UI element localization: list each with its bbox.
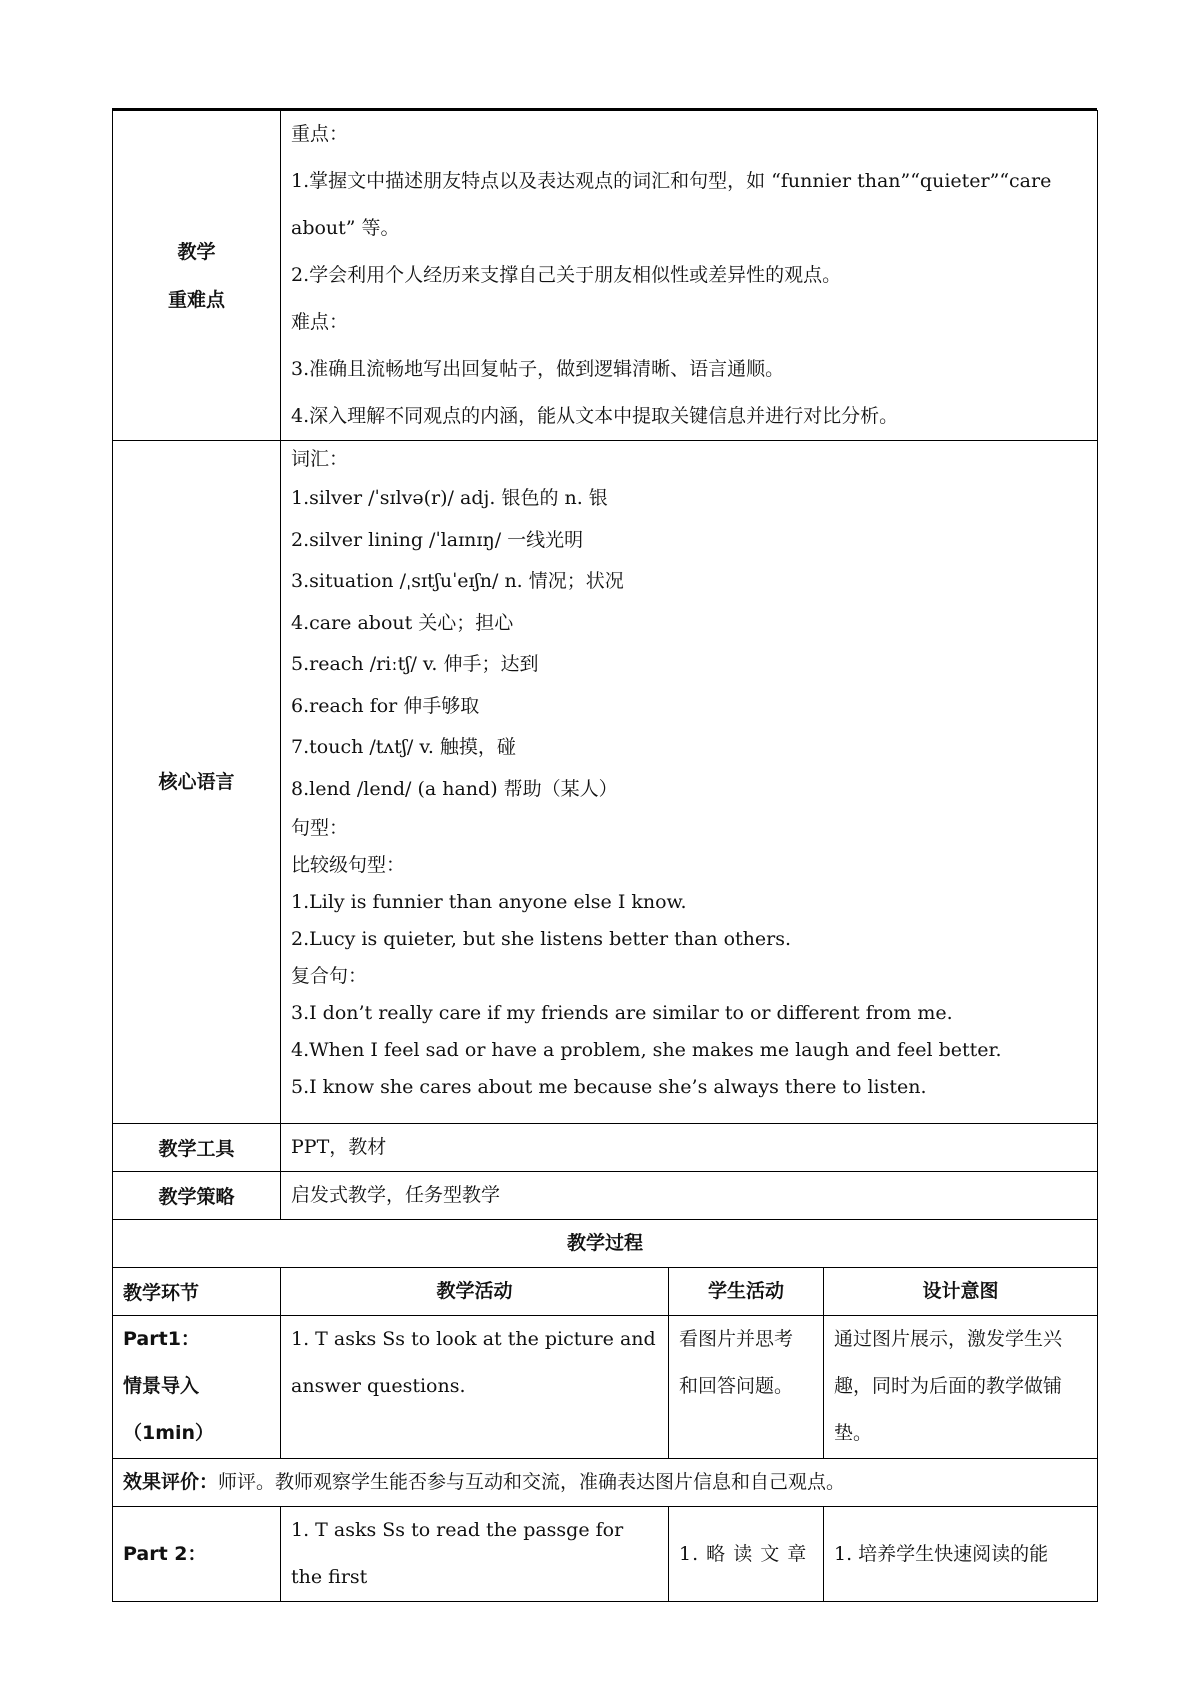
focus-content	[281, 111, 1098, 441]
focus-label: 教学 重难点	[113, 111, 281, 441]
comparative-sentence: 1.Lily is funnier than anyone else I know.	[291, 891, 687, 913]
focus-line: 4.深入理解不同观点的内涵，能从文本中提取关键信息并进行对比分析。	[291, 405, 899, 427]
vocab-heading: 词汇：	[291, 448, 349, 470]
evaluation-label: 效果评价：	[123, 1471, 219, 1493]
strategy-value: 启发式教学，任务型教学	[281, 1172, 1098, 1220]
header-stage: 教学环节	[113, 1268, 281, 1316]
strategy-label: 教学策略	[113, 1172, 281, 1220]
header-intent: 设计意图	[824, 1268, 1098, 1316]
focus-row	[113, 111, 1098, 441]
complex-sentence: 5.I know she cares about me because she’s always there to listen.	[291, 1076, 927, 1098]
part2-activity: 1. T asks Ss to read the passge for the first	[281, 1507, 669, 1602]
focus-line: 重点：	[291, 123, 349, 145]
comparative-heading: 比较级句型：	[291, 854, 406, 876]
strategy-row	[113, 1172, 1098, 1220]
header-activity: 教学活动	[281, 1268, 669, 1316]
vocab-item: 4.care about 关心；担心	[291, 611, 514, 634]
vocab-item: 2.silver lining /ˈlaɪnɪŋ/ 一线光明	[291, 528, 584, 551]
part2-row	[113, 1507, 1098, 1602]
complex-sentence: 4.When I feel sad or have a problem, she makes me laugh and feel better.	[291, 1039, 1002, 1061]
complex-sentence: 3.I don’t really care if my friends are similar to or different from me.	[291, 1002, 953, 1024]
focus-line: about” 等。	[291, 217, 400, 239]
process-header-row	[113, 1268, 1098, 1316]
part1-stage: Part1： 情景导入 （1min）	[113, 1316, 281, 1459]
vocab-item: 3.situation /ˌsɪtʃuˈeɪʃn/ n. 情况；状况	[291, 570, 624, 592]
tools-row	[113, 1124, 1098, 1172]
core-language-content	[281, 441, 1098, 1124]
part2-student: 1. 略 读 文 章	[669, 1507, 824, 1602]
part1-row	[113, 1316, 1098, 1459]
part1-activity: 1. T asks Ss to look at the picture and answer questions.	[281, 1316, 669, 1459]
focus-line: 2.学会利用个人经历来支撑自己关于朋友相似性或差异性的观点。	[291, 264, 842, 286]
core-language-label: 核心语言	[113, 441, 281, 1124]
tools-label: 教学工具	[113, 1124, 281, 1172]
sentence-heading: 句型：	[291, 817, 349, 839]
process-title: 教学过程	[113, 1220, 1098, 1268]
vocab-item: 8.lend /lend/ (a hand) 帮助（某人）	[291, 777, 618, 800]
vocab-item: 1.silver /ˈsɪlvə(r)/ adj. 银色的 n. 银	[291, 487, 608, 509]
header-student: 学生活动	[669, 1268, 824, 1316]
tools-value: PPT，教材	[281, 1124, 1098, 1172]
part1-intent: 通过图片展示，激发学生兴 趣，同时为后面的教学做铺 垫。	[824, 1316, 1098, 1459]
vocab-item: 6.reach for 伸手够取	[291, 694, 480, 717]
focus-line: 3.准确且流畅地写出回复帖子，做到逻辑清晰、语言通顺。	[291, 358, 785, 380]
vocab-item: 5.reach /riːtʃ/ v. 伸手；达到	[291, 653, 539, 675]
evaluation-row	[113, 1459, 1098, 1507]
lesson-plan-table	[112, 110, 1098, 1602]
complex-heading: 复合句：	[291, 965, 368, 987]
comparative-sentence: 2.Lucy is quieter, but she listens better than others.	[291, 928, 792, 950]
part2-stage: Part 2：	[113, 1507, 281, 1602]
evaluation-cell	[113, 1459, 1098, 1507]
vocab-item: 7.touch /tʌtʃ/ v. 触摸，碰	[291, 736, 516, 758]
evaluation-text: 师评。教师观察学生能否参与互动和交流，准确表达图片信息和自己观点。	[218, 1471, 846, 1493]
core-language-row	[113, 441, 1098, 1124]
part2-intent: 1. 培养学生快速阅读的能	[824, 1507, 1098, 1602]
focus-line: 难点：	[291, 311, 349, 333]
focus-line: 1.掌握文中描述朋友特点以及表达观点的词汇和句型，如 “funnier than”“quieter”“care	[291, 170, 1052, 192]
process-title-row	[113, 1220, 1098, 1268]
part1-student: 看图片并思考 和回答问题。	[669, 1316, 824, 1459]
